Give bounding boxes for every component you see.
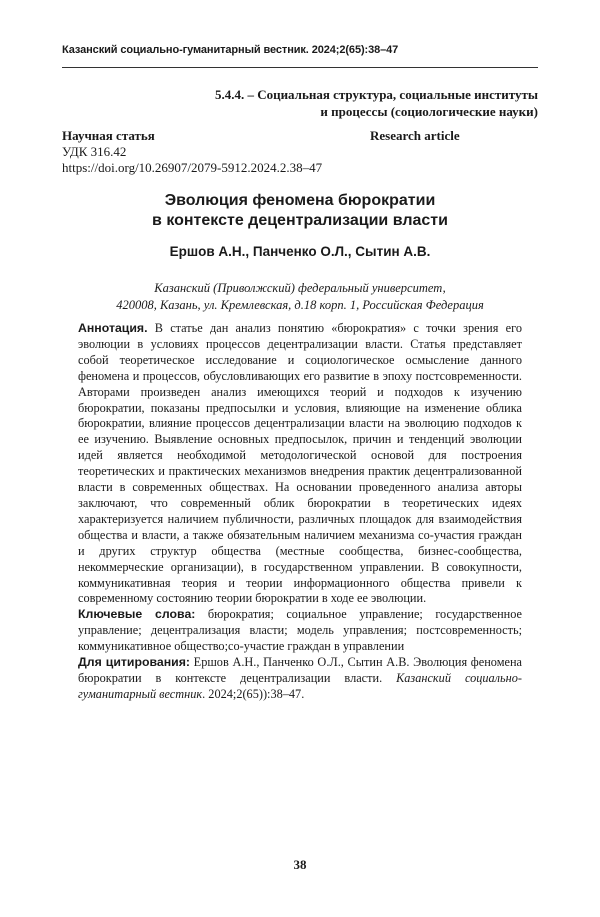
abstract-label: Аннотация. xyxy=(78,321,148,335)
page-number: 38 xyxy=(293,857,307,872)
udk: УДК 316.42 xyxy=(62,144,127,159)
journal-header: Казанский социально-гуманитарный вестник. 2024;2(65):38–47 xyxy=(62,44,399,56)
citation-journal: Казанский социально-гуманитарный вестник xyxy=(78,670,522,701)
abstract xyxy=(78,321,522,607)
doi-link[interactable]: https://doi.org/10.26907/2079-5912.2024.2.38–47 xyxy=(62,160,323,175)
affiliation-line-1: Казанский (Приволжский) федеральный университет, xyxy=(154,281,446,295)
title-line-1: Эволюция феномена бюрократии xyxy=(164,192,436,209)
keywords xyxy=(78,607,522,655)
keywords-text: бюрократия; социальное управление; государственное управление; децентрализация власти; модель управления; постсовременность; коммуникативное общество;со-участие граждан в управлении xyxy=(78,607,522,654)
abstract-block xyxy=(78,321,522,703)
affiliation xyxy=(62,280,538,314)
citation-tail: . 2024;2(65)):38–47. xyxy=(202,686,305,701)
citation xyxy=(78,655,522,703)
article-meta xyxy=(62,128,538,176)
section-line-2: и процессы (социологические науки) xyxy=(320,104,538,119)
section-heading xyxy=(118,86,538,120)
affiliation-line-2: 420008, Казань, ул. Кремлевская, д.18 корп. 1, Российская Федерация xyxy=(116,298,484,312)
article-type-ru: Научная статья xyxy=(62,128,155,143)
article-type-en: Research article xyxy=(370,128,460,143)
abstract-text: В статье дан анализ понятию «бюрократия» с точки зрения его эволюции в условиях процессов децентрализации власти. Статья представляет собой теоретическое исследование и социологическое осмысление данного феномена и процессов, обусловливающих его развитие в эпоху постсовременности. Авторами произведен анализ имеющихся теорий и подходов к изучению бюрократии, показаны предпосылки и условия, влияющие на изменение облика бюрократии, влияние процессов децентрализации власти на эволюцию подходов к ее изучению. Выявление основных предпосылок, причин и тенденций эволюции идей является необходимой методологической основой для построения теоретических и практических механизмов внедрения практик децентрализованной власти в современных обществах. На основании проведенного анализа авторы заключают, что современный облик бюрократии в теоретических идеях характеризуется наличием публичности, различных площадок для взаимодействия общества и власти, а также обязательным наличием механизма со-участия граждан и других структур общества (местные сообщества, бизнес-сообщества, некоммерческие организации), в государственном управлении. В совокупности, коммуникативная теория и теории информационного общества привели к современному состоянию теории бюрократии в ходе ее эволюции. xyxy=(78,321,522,606)
article-title xyxy=(62,191,538,231)
keywords-label: Ключевые слова: xyxy=(78,607,196,622)
title-line-2: в контексте децентрализации власти xyxy=(152,212,448,229)
header-rule xyxy=(62,67,538,68)
citation-label: Для цитирования: xyxy=(78,655,190,670)
citation-text: Ершов А.Н., Панченко О.Л., Сытин А.В. Эволюция феномена бюрократии в контексте децентрализации власти. xyxy=(78,655,523,685)
section-line-1: 5.4.4. – Социальная структура, социальные институты xyxy=(214,87,538,102)
authors: Ершов А.Н., Панченко О.Л., Сытин А.В. xyxy=(169,244,431,259)
